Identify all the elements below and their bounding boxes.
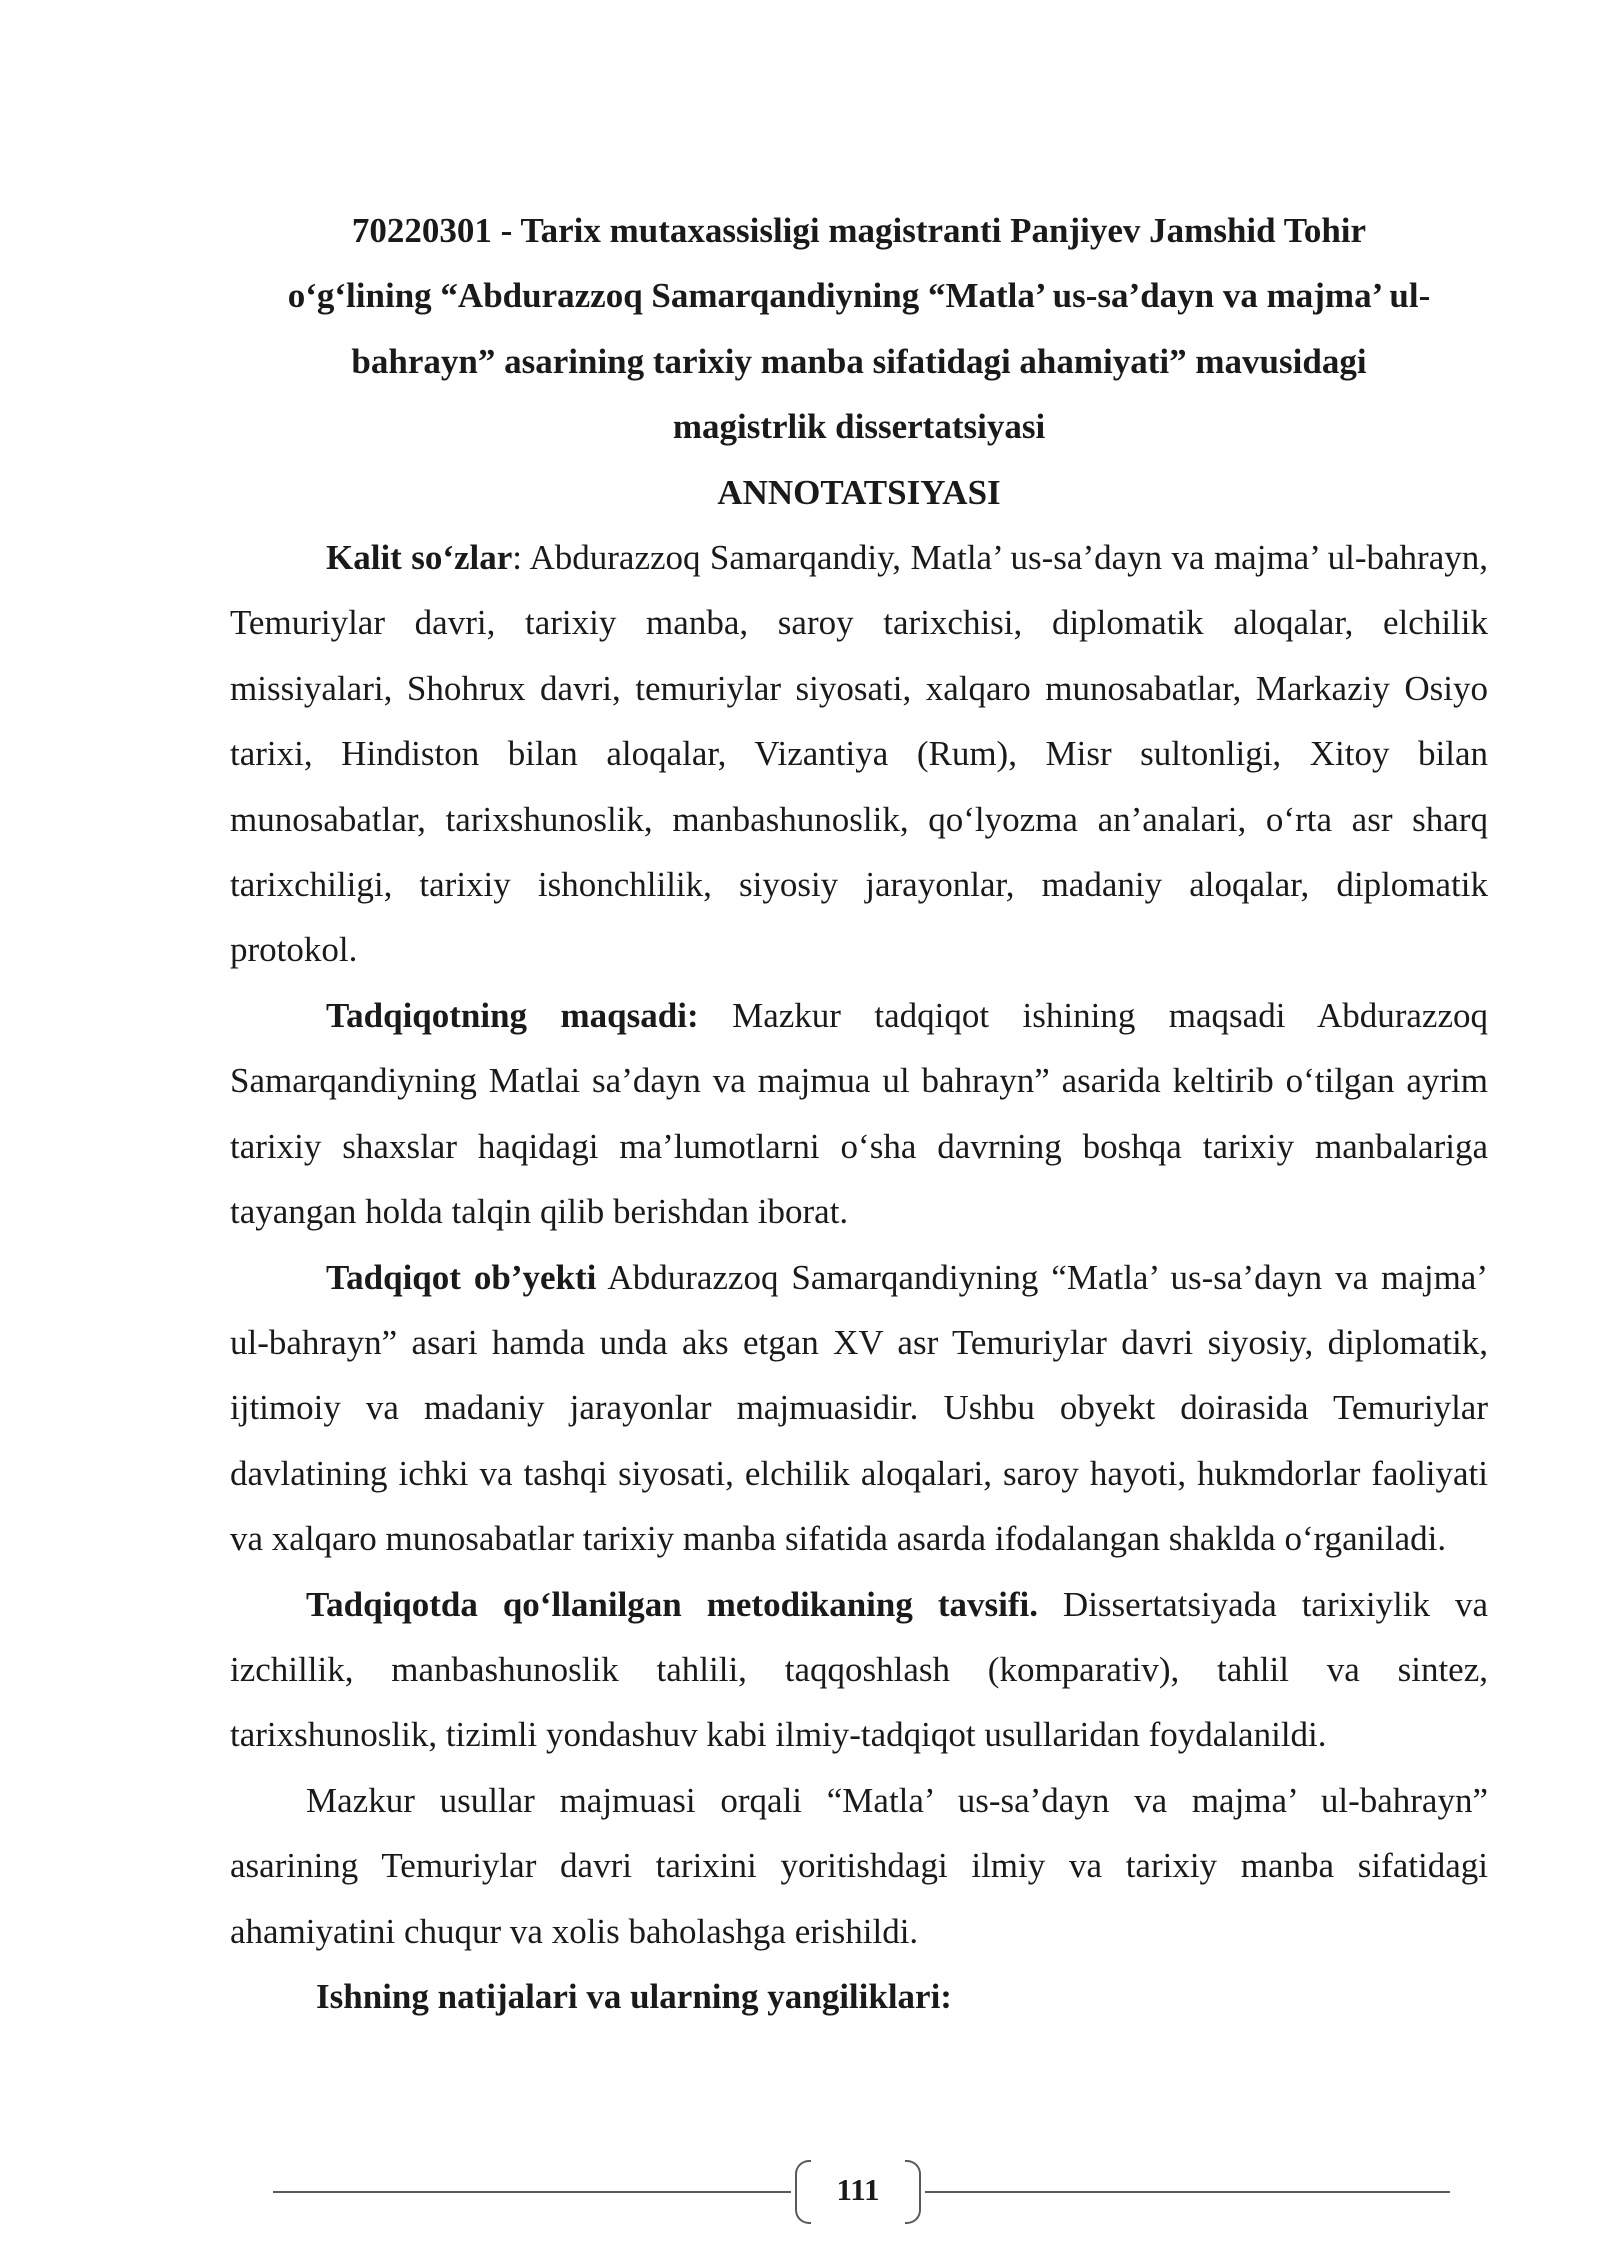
summary-text: Mazkur usullar majmuasi orqali “Matla’ us-sa’dayn va majma’ ul-bahrayn” asarining Temuriylar davri tarixini yoritishdagi ilmiy va tarixiy manba sifatidagi ahamiyatini chuqur va xolis baholashga erishildi. [230,1780,1488,1951]
footer-rule-left [273,2191,791,2193]
results-paragraph [230,1964,1488,2029]
title-line-4: magistrlik dissertatsiyasi [672,407,1046,447]
goal-text: Mazkur tadqiqot ishining maqsadi Abdurazzoq Samarqandiyning Matlai sa’dayn va majmua ul bahrayn” asarida keltirib o‘tilgan ayrim tarixiy shaxslar haqidagi ma’lumotlarni o‘sha davrning boshqa tarixiy manbalariga tayangan holda talqin qilib berishdan iborat. [230,995,1488,1232]
footer-bracket-right [905,2160,921,2224]
footer-rule-right [925,2191,1450,2193]
document-title [230,198,1488,525]
keywords-text: : Abdurazzoq Samarqandiy, Matla’ us-sa’dayn va majma’ ul-bahrayn, Temuriylar davri, tarixiy manba, saroy tarixchisi, diplomatik aloqalar, elchilik missiyalari, Shohrux davri, temuriylar siyosati, xalqaro munosabatlar, Markaziy Osiyo tarixi, Hindiston bilan aloqalar, Vizantiya (Rum), Misr sultonligi, Xitoy bilan munosabatlar, tarixshunoslik, manbashunoslik, qo‘lyozma an’analari, o‘rta asr sharq tarixchiligi, tarixiy ishonchlilik, siyosiy jarayonlar, madaniy aloqalar, diplomatik protokol. [230,538,1489,970]
object-paragraph [230,1245,1488,1572]
footer-bracket-left [795,2160,811,2224]
keywords-paragraph [230,525,1488,983]
object-label: Tadqiqot ob’yekti [326,1257,597,1297]
method-paragraph [230,1572,1488,1768]
annotation-heading: ANNOTATSIYASI [717,472,1001,512]
method-text: Dissertatsiyada tarixiylik va izchillik, manbashunoslik tahlili, taqqoshlash (komparativ), tahlil va sintez, tarixshunoslik, tizimli yondashuv kabi ilmiy-tadqiqot usullaridan foydalanildi. [230,1584,1488,1755]
page-number: 111 [836,2172,880,2207]
summary-paragraph [230,1768,1488,1964]
page-content [230,198,1488,2029]
keywords-label: Kalit so‘zlar [326,538,513,578]
title-line-2: o‘g‘lining “Abdurazzoq Samarqandiyning “Matla’ us-sa’dayn va majma’ ul- [287,276,1431,316]
title-line-3: bahrayn” asarining tarixiy manba sifatidagi ahamiyati” mavusidagi [351,341,1367,381]
object-text: Abdurazzoq Samarqandiyning “Matla’ us-sa’dayn va majma’ ul-bahrayn” asari hamda unda aks etgan XV asr Temuriylar davri siyosiy, diplomatik, ijtimoiy va madaniy jarayonlar majmuasidir. Ushbu obyekt doirasida Temuriylar davlatining ichki va tashqi siyosati, elchilik aloqalari, saroy hayoti, hukmdorlar faoliyati va xalqaro munosabatlar tarixiy manba sifatida asarda ifodalangan shaklda o‘rganiladi. [230,1257,1488,1559]
goal-label: Tadqiqotning maqsadi: [326,995,699,1035]
page-footer [273,2160,1450,2224]
goal-paragraph [230,983,1488,1245]
results-label: Ishning natijalari va ularning yangiliklari: [316,1976,952,2016]
title-line-1: 70220301 - Tarix mutaxassisligi magistranti Panjiyev Jamshid Tohir [351,211,1367,250]
method-label: Tadqiqotda qo‘llanilgan metodikaning tavsifi. [306,1584,1038,1624]
